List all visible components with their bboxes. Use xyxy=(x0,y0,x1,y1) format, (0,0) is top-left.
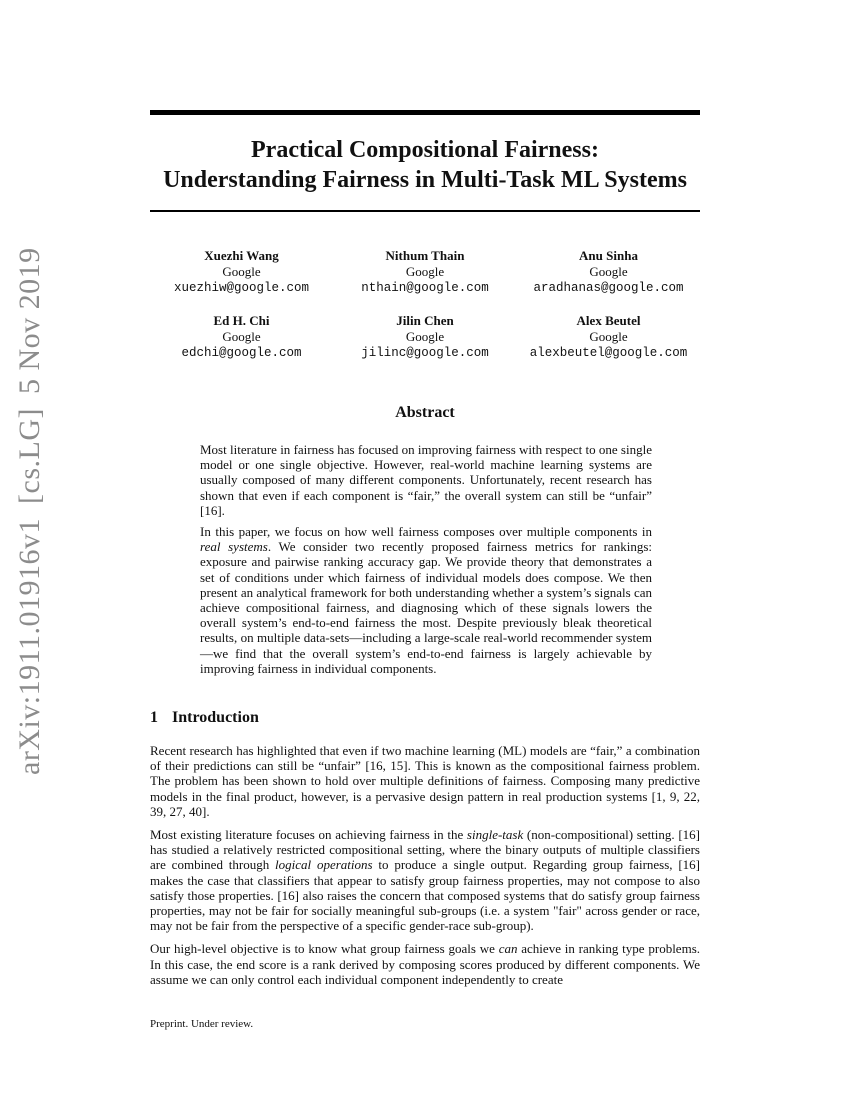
text-run: . We consider two recently proposed fairness metrics for rankings: exposure and pairwise ranking accuracy gap. We provide theory that demonstrates a set of conditions under which fairness of individual models does compose. We then present an analytical framework for both understanding whether a system’s signals can achieve compositional fairness, and diagnosing which of these signals lowers the overall system’s end-to-end fairness the most. Despite previously bleak theoretical results, on multiple data-sets—including a large-scale real-world recommender system—we find that the overall system’s end-to-end fairness is largely achievable by improving fairness in individual components. xyxy=(200,539,652,676)
text-run: (non-compositional) setting. [16] has studied a relatively restricted compositional setting, where the binary outputs of multiple classifiers are combined through xyxy=(150,827,700,873)
arxiv-date: 5 Nov 2019 xyxy=(13,247,46,394)
text-run: achieve in ranking type problems. In this case, the end score is a rank derived by composing scores produced by different components. We assume we can only control each individual component independently to create xyxy=(150,941,701,987)
text-run: In this paper, we focus on how well fairness composes over multiple components in xyxy=(200,524,652,540)
author-name: Alex Beutel xyxy=(576,313,641,328)
author-card xyxy=(334,313,517,361)
text-run: Most existing literature focuses on achieving fairness in the xyxy=(150,827,467,843)
author-affiliation: Google xyxy=(222,264,261,279)
author-name: Xuezhi Wang xyxy=(204,248,279,263)
author-card xyxy=(150,313,333,361)
author-name: Anu Sinha xyxy=(579,248,638,263)
section-number: 1 xyxy=(150,709,158,726)
arxiv-category: [cs.LG] xyxy=(13,408,46,504)
author-card xyxy=(150,248,333,296)
abstract-heading: Abstract xyxy=(395,404,455,421)
emphasis-text: can xyxy=(498,941,518,957)
abstract-paragraph-1: Most literature in fairness has focused on improving fairness with respect to one single model or one single objective. However, real-world machine learning systems are usually composed of many different components. Unfortunately, recent research has shown that even if each component is “fair,” the overall system can still be “unfair” [16]. xyxy=(200,442,652,518)
author-email[interactable]: xuezhiw@google.com xyxy=(173,281,310,295)
title-bottom-rule xyxy=(150,210,700,212)
section-body xyxy=(150,743,700,995)
body-paragraph-1: Recent research has highlighted that even if two machine learning (ML) models are “fair,” a combination of their predictions can still be “unfair” [16, 15]. This is known as the compositional fairness problem. The problem has been shown to hold over multiple definitions of fairness. Composing many predictive models in the final product, however, is a pervasive design pattern in real production systems [1, 9, 22, 39, 27, 40]. xyxy=(150,743,700,819)
section-heading xyxy=(150,709,259,727)
body-paragraph-3 xyxy=(150,941,700,987)
emphasis-text: single-task xyxy=(466,827,524,843)
author-affiliation: Google xyxy=(589,264,628,279)
author-affiliation: Google xyxy=(405,329,445,344)
author-block xyxy=(150,248,700,378)
author-row-1 xyxy=(150,248,700,296)
title-line-1: Practical Compositional Fairness: xyxy=(251,137,599,163)
footer-note: Preprint. Under review. xyxy=(150,1018,254,1030)
emphasis-text: real systems xyxy=(200,539,268,555)
paper-title xyxy=(150,135,700,195)
author-card xyxy=(334,248,517,296)
author-email[interactable]: edchi@google.com xyxy=(181,346,302,360)
author-affiliation: Google xyxy=(589,329,628,344)
author-email[interactable]: jilinc@google.com xyxy=(361,346,489,360)
author-affiliation: Google xyxy=(405,264,445,279)
author-row-2 xyxy=(150,313,700,361)
emphasis-text: logical operations xyxy=(275,857,373,873)
text-run: Our high-level objective is to know what group fairness goals we xyxy=(150,941,499,957)
arxiv-id: arXiv:1911.01916v1 xyxy=(13,517,46,775)
abstract-body xyxy=(200,442,652,682)
author-card xyxy=(517,313,700,361)
author-name: Ed H. Chi xyxy=(213,313,270,328)
author-name: Jilin Chen xyxy=(396,313,454,328)
author-affiliation: Google xyxy=(222,329,261,344)
text-run: to produce a single output. Regarding group fairness, [16] makes the case that classifiers that appear to satisfy group fairness properties, may not compose to also satisfy those properties. [16] also raises the concern that composed systems that do satisfy group fairness properties, may not be fair for socially meaningful sub-groups (i.e. a system "fair" across gender or race, may not be fair from the perspective of a specific gender-race sub-group). xyxy=(150,857,701,934)
arxiv-sidebar-stamp xyxy=(8,247,52,775)
author-email[interactable]: alexbeutel@google.com xyxy=(529,346,688,360)
author-card xyxy=(517,248,700,296)
title-top-rule xyxy=(150,110,700,115)
body-paragraph-2 xyxy=(150,827,700,933)
author-email[interactable]: aradhanas@google.com xyxy=(533,281,684,295)
title-line-2: Understanding Fairness in Multi-Task ML Systems xyxy=(163,167,687,193)
author-email[interactable]: nthain@google.com xyxy=(361,281,489,295)
section-title: Introduction xyxy=(172,709,259,726)
abstract-paragraph-2 xyxy=(200,524,652,676)
author-name: Nithum Thain xyxy=(385,248,465,263)
